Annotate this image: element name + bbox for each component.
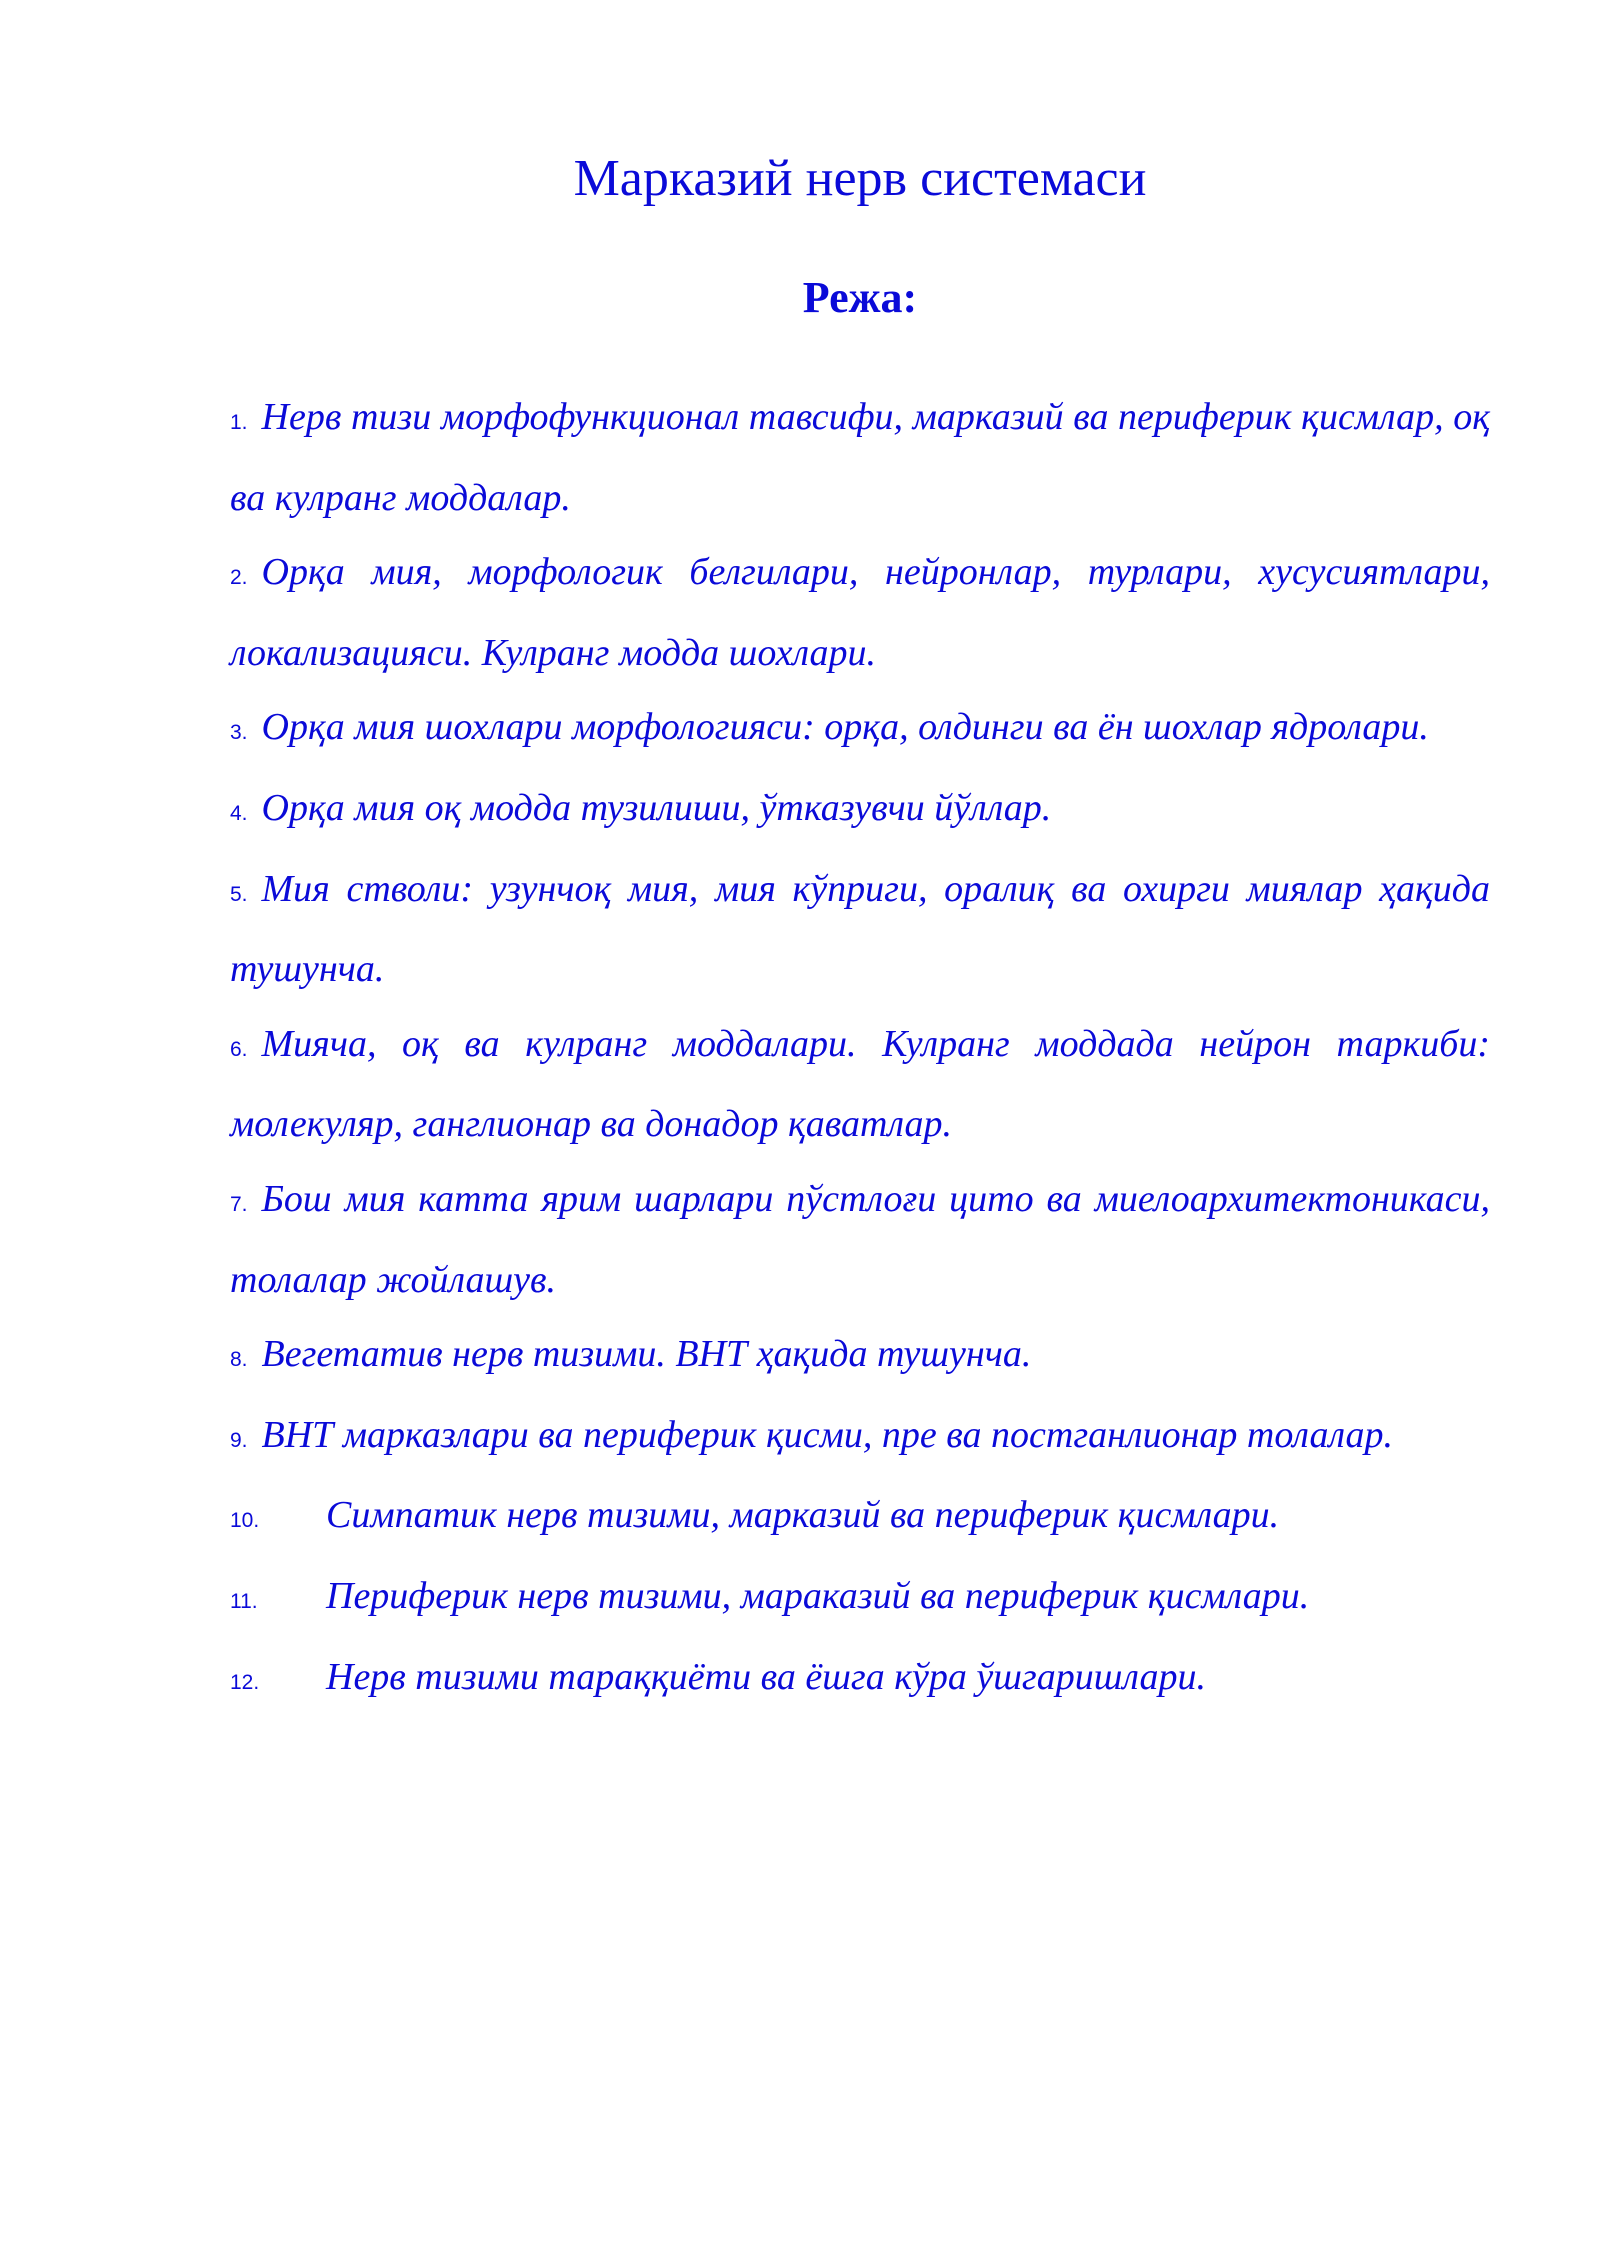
plan-item-11 bbox=[230, 1559, 1490, 1640]
plan-item-3 bbox=[230, 690, 1490, 771]
plan-item-number: 11. bbox=[230, 1589, 258, 1613]
plan-item-text: Мияча, оқ ва кулранг моддалари. Кулранг моддада нейрон таркиби: молекуляр, ганглионар ва донадор қаватлар. bbox=[230, 1022, 1490, 1146]
plan-item-4 bbox=[230, 771, 1490, 852]
plan-item-text: ВНТ марказлари ва периферик қисми, пре ва постганлионар толалар. bbox=[261, 1413, 1393, 1456]
plan-item-text: Симпатик нерв тизими, марказий ва периферик қисмлари. bbox=[326, 1494, 1280, 1537]
plan-item-8 bbox=[230, 1317, 1490, 1398]
plan-item-number: 9. bbox=[230, 1428, 248, 1452]
document-title: Марказий нерв системаси bbox=[573, 150, 1147, 207]
plan-item-5 bbox=[230, 852, 1490, 1007]
plan-item-number: 2. bbox=[230, 566, 248, 590]
plan-item-10 bbox=[230, 1478, 1490, 1559]
plan-item-number: 5. bbox=[230, 882, 248, 906]
plan-item-text: Орқа мия оқ модда тузилиши, ўтказувчи йўллар. bbox=[261, 786, 1052, 829]
plan-item-text: Бош мия катта ярим шарлари пўстлоғи цито ва миелоархитектоникаси, толалар жойлашув. bbox=[230, 1177, 1490, 1301]
plan-item-number: 7. bbox=[230, 1192, 248, 1216]
plan-heading: Режа: bbox=[802, 273, 918, 322]
plan-item-text: Периферик нерв тизими, мараказий ва периферик қисмлари. bbox=[326, 1574, 1310, 1617]
plan-item-number: 6. bbox=[230, 1037, 248, 1061]
plan-item-1 bbox=[230, 380, 1490, 535]
plan-item-9 bbox=[230, 1398, 1490, 1479]
plan-item-number: 3. bbox=[230, 721, 248, 745]
plan-item-number: 8. bbox=[230, 1348, 248, 1372]
plan-item-text: Орқа мия, морфологик белгилари, нейронлар, турлари, хусусиятлари, локализацияси. Кулранг модда шохлари. bbox=[230, 551, 1490, 674]
plan-item-text: Вегетатив нерв тизими. ВНТ ҳақида тушунча. bbox=[261, 1333, 1032, 1376]
plan-item-12 bbox=[230, 1640, 1490, 1721]
plan-list bbox=[230, 380, 1490, 1720]
plan-item-2 bbox=[230, 535, 1490, 690]
plan-item-number: 12. bbox=[230, 1670, 260, 1694]
plan-item-text: Мия стволи: узунчоқ мия, мия кўприги, оралиқ ва охирги миялар ҳақида тушунча. bbox=[230, 867, 1490, 991]
plan-item-number: 10. bbox=[230, 1509, 260, 1533]
plan-item-text: Нерв тизими тараққиёти ва ёшга кўра ўшгаришлари. bbox=[326, 1655, 1206, 1698]
plan-item-text: Орқа мия шохлари морфологияси: орқа, олдинги ва ён шохлар ядролари. bbox=[261, 706, 1429, 749]
plan-item-number: 1. bbox=[230, 411, 248, 434]
plan-item-6 bbox=[230, 1007, 1490, 1162]
plan-item-7 bbox=[230, 1162, 1490, 1317]
plan-item-text: Нерв тизи морфофункционал тавсифи, марказий ва периферик қисмлар, оқ ва кулранг моддалар. bbox=[230, 396, 1490, 519]
plan-item-number: 4. bbox=[230, 801, 248, 825]
